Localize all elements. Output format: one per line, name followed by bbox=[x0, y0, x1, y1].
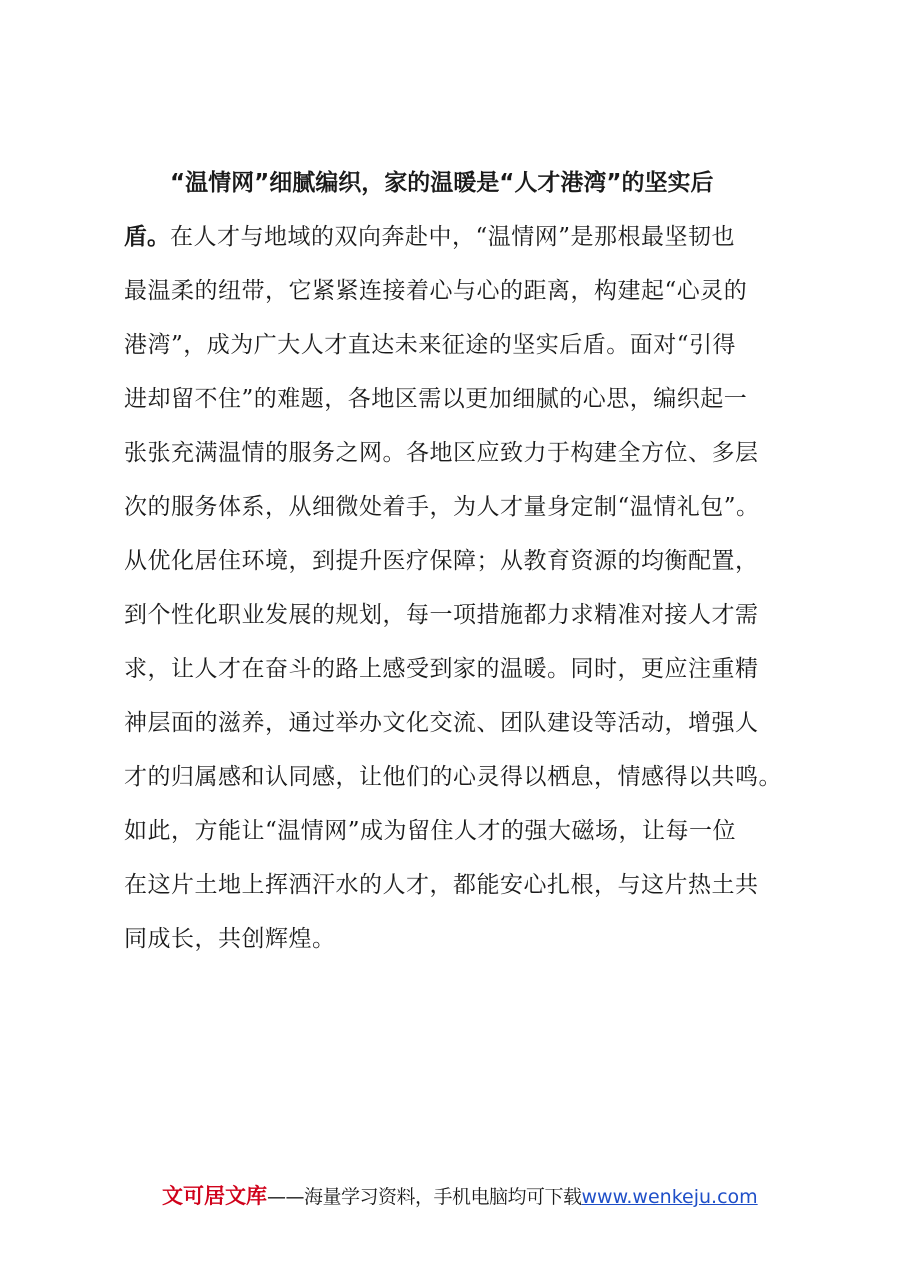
paragraph-line bbox=[124, 912, 814, 966]
line-text: 最温柔的纽带，它紧紧连接着心与心的距离，构建起“心灵的 bbox=[124, 278, 748, 304]
brand-name: 文可居文库 bbox=[162, 1184, 267, 1208]
line-text: 才的归属感和认同感，让他们的心灵得以栖息，情感得以共鸣。 bbox=[124, 764, 782, 790]
footer-tagline: ——海量学习资料，手机电脑均可下载 bbox=[267, 1186, 582, 1208]
line-text: 在这片土地上挥洒汗水的人才，都能安心扎根，与这片热土共 bbox=[124, 872, 759, 898]
paragraph-line bbox=[124, 642, 814, 696]
footer-banner bbox=[162, 1182, 758, 1211]
paragraph-line bbox=[124, 750, 814, 804]
line-text: 港湾”，成为广大人才直达未来征途的坚实后盾。面对“引得 bbox=[124, 332, 737, 358]
paragraph-line bbox=[124, 858, 814, 912]
line-text: 同成长，共创辉煌。 bbox=[124, 926, 336, 952]
line-text: 在人才与地域的双向奔赴中，“温情网”是那根最坚韧也 bbox=[170, 224, 736, 250]
line-text: 如此，方能让“温情网”成为留住人才的强大磁场，让每一位 bbox=[124, 818, 737, 844]
paragraph-heading: “温情网”细腻编织，家的温暖是“人才港湾”的坚实后 bbox=[170, 170, 714, 196]
line-text: 进却留不住”的难题，各地区需以更加细腻的心思，编织起一 bbox=[124, 386, 748, 412]
line-text: 张张充满温情的服务之网。各地区应致力于构建全方位、多层 bbox=[124, 440, 759, 466]
line-text: 神层面的滋养，通过举办文化交流、团队建设等活动，增强人 bbox=[124, 710, 759, 736]
paragraph-line bbox=[124, 426, 814, 480]
paragraph-heading: 盾。 bbox=[124, 224, 170, 250]
paragraph-line bbox=[124, 318, 814, 372]
paragraph-line bbox=[124, 264, 814, 318]
paragraph-line bbox=[124, 804, 814, 858]
paragraph-line bbox=[124, 372, 814, 426]
paragraph-line bbox=[124, 588, 814, 642]
paragraph-line bbox=[124, 156, 814, 210]
line-text: 从优化居住环境，到提升医疗保障；从教育资源的均衡配置， bbox=[124, 548, 759, 574]
paragraph-line bbox=[124, 696, 814, 750]
line-text: 求，让人才在奋斗的路上感受到家的温暖。同时，更应注重精 bbox=[124, 656, 759, 682]
article-paragraph bbox=[124, 156, 814, 966]
paragraph-line bbox=[124, 534, 814, 588]
line-text: 次的服务体系，从细微处着手，为人才量身定制“温情礼包”。 bbox=[124, 494, 760, 520]
paragraph-line bbox=[124, 480, 814, 534]
paragraph-line bbox=[124, 210, 814, 264]
line-text: 到个性化职业发展的规划，每一项措施都力求精准对接人才需 bbox=[124, 602, 759, 628]
website-link[interactable]: www.wenkeju.com bbox=[581, 1186, 758, 1208]
